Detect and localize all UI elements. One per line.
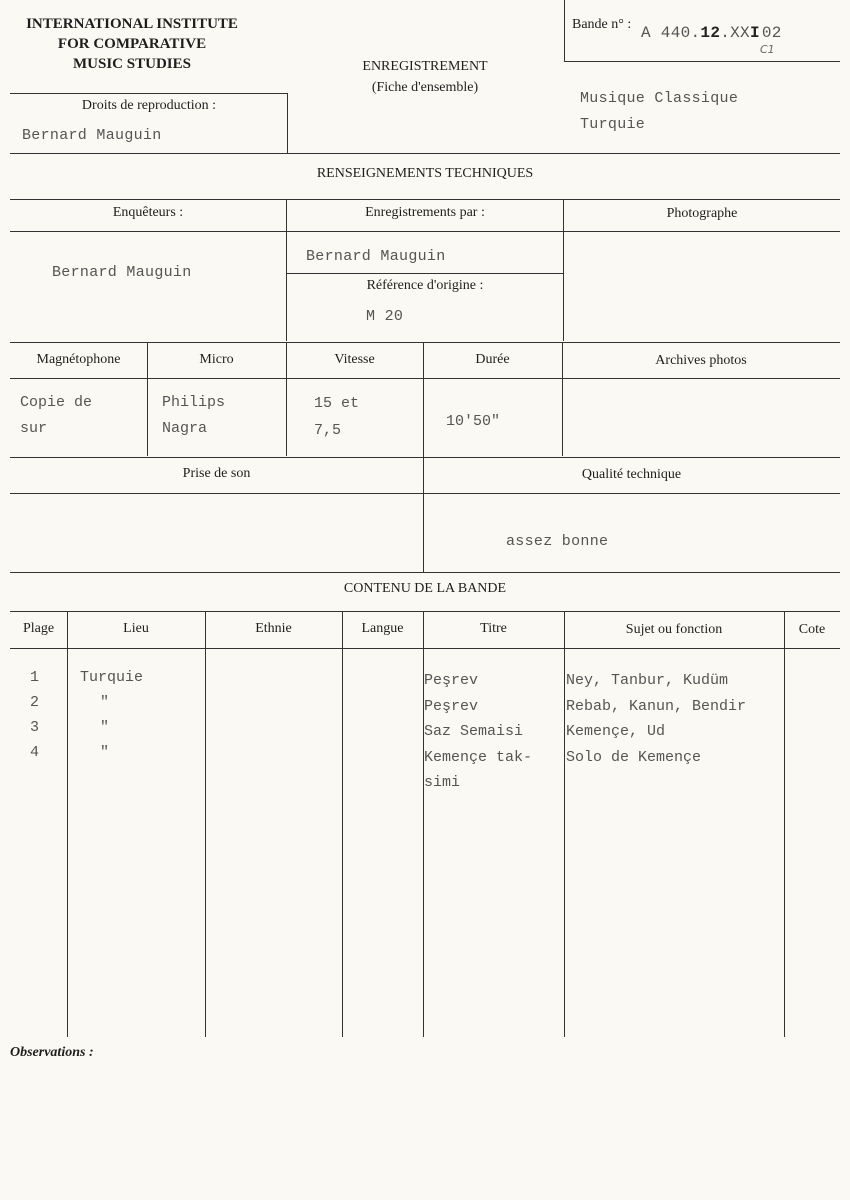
table-row-titre: Peşrev bbox=[424, 698, 479, 715]
rights-value: Bernard Mauguin bbox=[22, 127, 162, 144]
photographe-label: Photographe bbox=[666, 206, 738, 221]
rule bbox=[10, 572, 840, 573]
table-row-plage: 2 bbox=[30, 694, 40, 711]
enqueteurs-value: Bernard Mauguin bbox=[52, 264, 192, 281]
rule bbox=[10, 153, 840, 154]
enregistrements-value: Bernard Mauguin bbox=[306, 248, 446, 265]
archives-label: Archives photos bbox=[655, 353, 747, 368]
table-row-lieu: " bbox=[100, 744, 110, 761]
vitesse-label: Vitesse bbox=[334, 352, 375, 367]
bande-value-prefix: A 440. bbox=[641, 24, 701, 42]
qualite-value: assez bonne bbox=[506, 533, 609, 550]
col-sujet: Sujet ou fonction bbox=[625, 622, 723, 637]
category bbox=[580, 86, 738, 138]
col-plage: Plage bbox=[22, 621, 55, 636]
bande-value-end: 02 bbox=[761, 24, 782, 42]
prise-label: Prise de son bbox=[182, 466, 251, 481]
table-row-titre: Kemençe tak- bbox=[424, 749, 533, 766]
magnetophone-label: Magnétophone bbox=[36, 352, 121, 367]
table-row-sujet: Rebab, Kanun, Bendir bbox=[566, 698, 747, 715]
rule bbox=[784, 611, 785, 1037]
table-row-plage: 4 bbox=[30, 744, 40, 761]
rule bbox=[287, 273, 563, 274]
rule bbox=[10, 342, 840, 343]
table-row-lieu: " bbox=[100, 719, 110, 736]
table-row-sujet: Solo de Kemençe bbox=[566, 749, 702, 766]
rule bbox=[67, 611, 68, 1037]
table-row-plage: 1 bbox=[30, 669, 40, 686]
reference-label: Référence d'origine : bbox=[366, 278, 484, 293]
rule bbox=[10, 93, 288, 94]
rule bbox=[10, 231, 840, 232]
rule bbox=[10, 493, 840, 494]
bande-handwritten-suffix: C1 bbox=[760, 43, 775, 56]
rule bbox=[10, 648, 840, 649]
rule bbox=[10, 457, 840, 458]
bande-value-middle: .XX bbox=[720, 24, 750, 42]
micro-value-1: Philips bbox=[162, 394, 226, 411]
table-row-titre: Peşrev bbox=[424, 672, 479, 689]
rule bbox=[342, 611, 343, 1037]
table-row-titre-continuation: simi bbox=[424, 774, 461, 791]
rule bbox=[10, 199, 840, 200]
magnetophone-value-2: sur bbox=[20, 420, 48, 437]
record-type-title: ENREGISTREMENT bbox=[362, 59, 488, 74]
qualite-label: Qualité technique bbox=[581, 467, 682, 482]
rule bbox=[205, 611, 206, 1037]
technical-title: RENSEIGNEMENTS TECHNIQUES bbox=[316, 166, 534, 181]
institute-line: MUSIC STUDIES bbox=[73, 56, 191, 72]
reference-value: M 20 bbox=[366, 308, 404, 325]
rule bbox=[564, 611, 565, 1037]
col-titre: Titre bbox=[480, 621, 507, 636]
rule bbox=[10, 378, 840, 379]
table-row-sujet: Ney, Tanbur, Kudüm bbox=[566, 672, 729, 689]
table-row-lieu: Turquie bbox=[80, 669, 144, 686]
rights-label: Droits de reproduction : bbox=[81, 98, 217, 113]
magnetophone-value-1: Copie de bbox=[20, 394, 93, 411]
col-langue: Langue bbox=[361, 621, 404, 636]
rule bbox=[564, 61, 840, 62]
micro-value-2: Nagra bbox=[162, 420, 208, 437]
rule bbox=[10, 611, 840, 612]
table-row-plage: 3 bbox=[30, 719, 40, 736]
col-ethnie: Ethnie bbox=[255, 621, 292, 636]
vitesse-value-1: 15 et bbox=[314, 395, 360, 412]
bande-value-letter: I bbox=[749, 24, 760, 42]
contenu-title: CONTENU DE LA BANDE bbox=[343, 581, 507, 596]
col-lieu: Lieu bbox=[123, 621, 149, 636]
bande-label: Bande n° : bbox=[572, 17, 632, 32]
table-row-titre: Saz Semaisi bbox=[424, 723, 524, 740]
institute-line: FOR COMPARATIVE bbox=[57, 36, 207, 52]
observations-label: Observations : bbox=[10, 1045, 94, 1060]
table-row-lieu: " bbox=[100, 694, 110, 711]
bande-value-digits: 12 bbox=[700, 24, 721, 42]
institute-line: INTERNATIONAL INSTITUTE bbox=[26, 16, 238, 32]
enqueteurs-label: Enquêteurs : bbox=[112, 205, 184, 220]
institute-name bbox=[12, 14, 252, 74]
col-cote: Cote bbox=[798, 622, 826, 637]
record-type-subtitle: (Fiche d'ensemble) bbox=[371, 80, 479, 95]
record-type bbox=[330, 56, 520, 98]
bande-value bbox=[641, 24, 782, 42]
rule bbox=[564, 0, 565, 62]
enregistrements-label: Enregistrements par : bbox=[365, 205, 485, 220]
category-line: Turquie bbox=[580, 116, 646, 133]
category-line: Musique Classique bbox=[580, 90, 739, 107]
table-row-sujet: Kemençe, Ud bbox=[566, 723, 666, 740]
duree-label: Durée bbox=[475, 352, 510, 367]
vitesse-value-2: 7,5 bbox=[314, 422, 342, 439]
duree-value: 10'50" bbox=[446, 413, 501, 430]
micro-label: Micro bbox=[199, 352, 234, 367]
